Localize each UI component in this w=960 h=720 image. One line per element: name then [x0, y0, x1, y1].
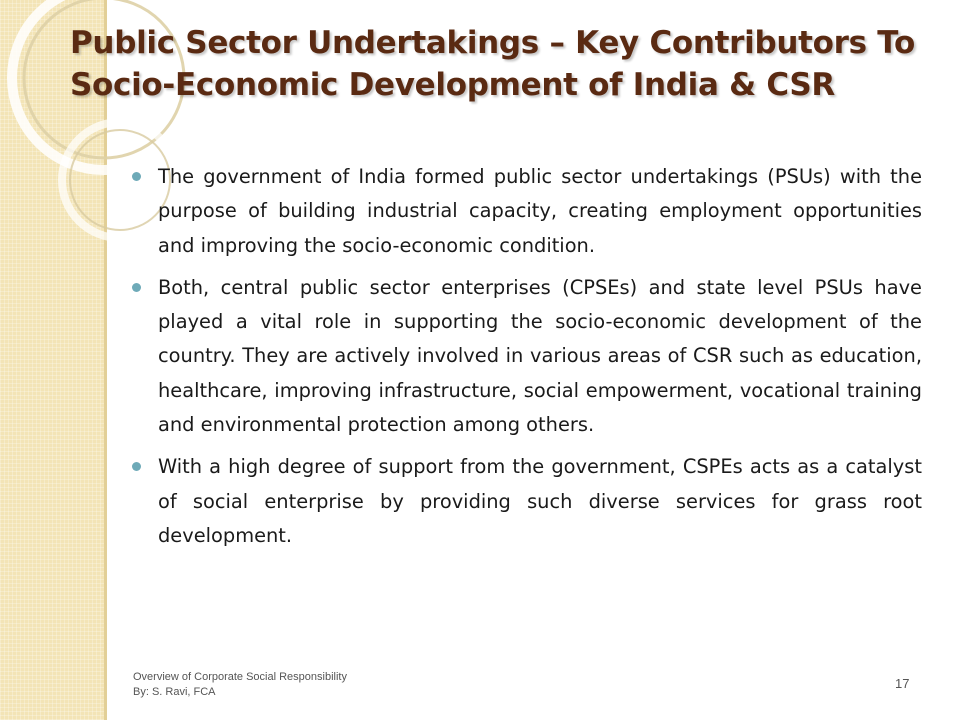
footer	[133, 670, 347, 700]
bullet-item	[158, 160, 922, 263]
bullet-list	[158, 160, 922, 561]
slide-title	[70, 22, 940, 106]
bullet-text: The government of India formed public sector undertakings (PSUs) with the purpose of building industrial capacity, creating employment opportunities and improving the socio-economic condition.	[158, 165, 922, 257]
bullet-dot-icon	[132, 172, 141, 181]
footer-title: Overview of Corporate Social Responsibility	[133, 671, 347, 683]
bullet-dot-icon	[132, 283, 141, 292]
bullet-item	[158, 450, 922, 553]
bullet-text: Both, central public sector enterprises (CPSEs) and state level PSUs have played a vital role in supporting the socio-economic development of the country. They are actively involved in various areas of CSR such as education, healthcare, improving infrastructure, social empowerment, vocational training and environmental protection among others.	[158, 275, 922, 437]
bullet-item	[158, 271, 922, 442]
bullet-text: With a high degree of support from the government, CSPEs acts as a catalyst of social enterprise by providing such diverse services for grass root development.	[158, 455, 922, 547]
slide-title-line2: Socio-Economic Development of India & CSR	[70, 67, 835, 103]
bullet-dot-icon	[132, 462, 141, 471]
footer-author: By: S. Ravi, FCA	[133, 686, 216, 698]
page-number: 17	[895, 676, 910, 691]
slide-title-line1: Public Sector Undertakings – Key Contributors To	[70, 25, 916, 61]
